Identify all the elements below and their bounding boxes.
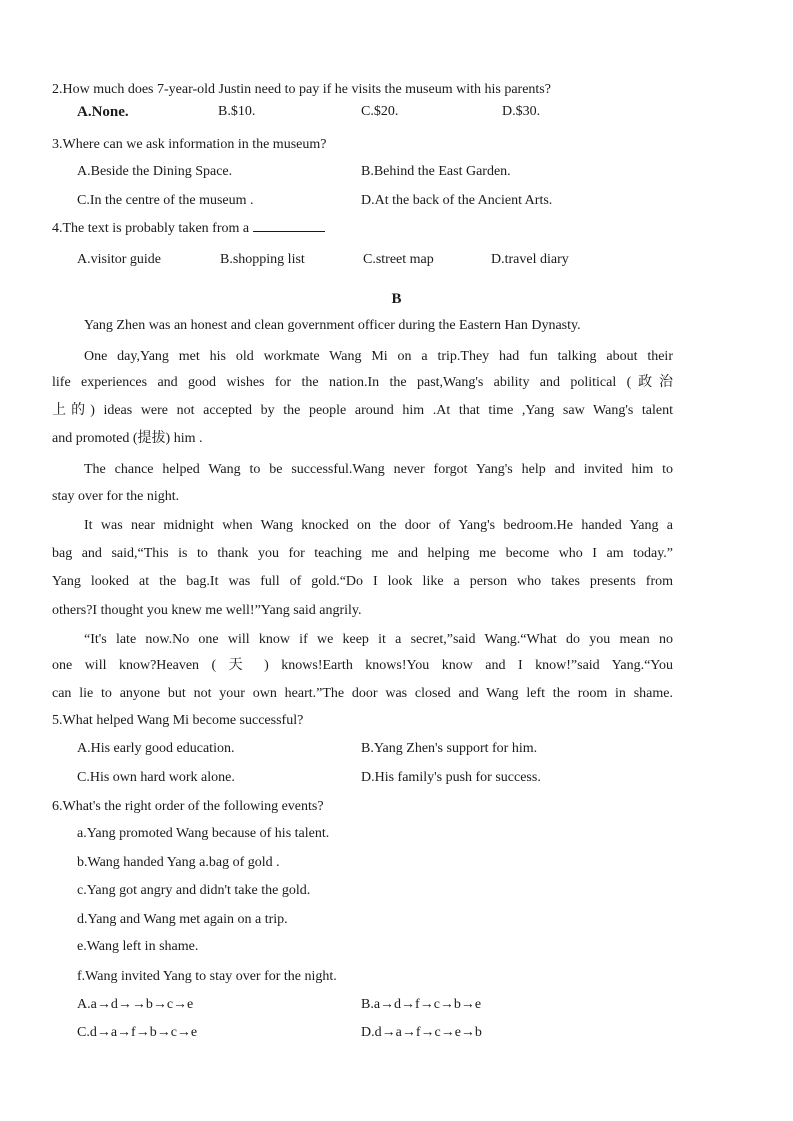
event-item-c: c.Yang got angry and didn't take the gold. (77, 883, 311, 898)
passage-line: can lie to anyone but not your own heart.”The door was closed and Wang left the room in shame. (52, 686, 673, 701)
question-3-option-c: C.In the centre of the museum . (77, 193, 254, 208)
passage-line: One day,Yang met his old workmate Wang Mi on a trip.They had fun talking about their (84, 349, 673, 364)
question-5-option-d: D.His family's push for success. (361, 770, 541, 785)
passage-line: “It's late now.No one will know if we keep it a secret,”said Wang.“What do you mean no (84, 632, 673, 647)
question-4-option-b: B.shopping list (220, 252, 305, 267)
event-item-a: a.Yang promoted Wang because of his talent. (77, 826, 330, 841)
question-5-option-c: C.His own hard work alone. (77, 770, 235, 785)
passage-line: stay over for the night. (52, 489, 180, 504)
question-4-stem-text: 4.The text is probably taken from a (52, 221, 250, 236)
question-4-option-d: D.travel diary (491, 252, 569, 267)
passage-line: life experiences and good wishes for the nation.In the past,Wang's ability and political (政治 (52, 375, 673, 390)
question-3-option-a: A.Beside the Dining Space. (77, 164, 233, 179)
question-2-option-d: D.$30. (502, 104, 541, 119)
question-4-option-c: C.street map (363, 252, 434, 267)
passage-line: and promoted (提拔) him . (52, 431, 203, 446)
question-6-option-c: C.d→a→f→b→c→e (77, 1025, 198, 1040)
question-5-option-a: A.His early good education. (77, 741, 235, 756)
event-item-b: b.Wang handed Yang a.bag of gold . (77, 855, 280, 870)
question-2-option-a: A.None. (77, 104, 129, 120)
event-item-f: f.Wang invited Yang to stay over for the night. (77, 969, 337, 984)
question-3-option-b: B.Behind the East Garden. (361, 164, 511, 179)
passage-line: 上的) ideas were not accepted by the people around him .At that time ,Yang saw Wang's talent (52, 403, 673, 418)
passage-line: The chance helped Wang to be successful.Wang never forgot Yang's help and invited him to (84, 462, 673, 477)
answer-blank (253, 219, 325, 232)
passage-paragraph-1: Yang Zhen was an honest and clean government officer during the Eastern Han Dynasty. (84, 318, 581, 333)
passage-line: others?I thought you knew me well!”Yang said angrily. (52, 603, 362, 618)
question-5-option-b: B.Yang Zhen's support for him. (361, 741, 538, 756)
passage-line: one will know?Heaven ( 天 ) knows!Earth knows!You know and I know!”said Yang.“You (52, 658, 673, 673)
question-2-option-c: C.$20. (361, 104, 399, 119)
question-2-stem: 2.How much does 7-year-old Justin need to pay if he visits the museum with his parents? (52, 82, 551, 97)
question-6-option-d: D.d→a→f→c→e→b (361, 1025, 482, 1040)
question-6-option-b: B.a→d→f→c→b→e (361, 997, 482, 1012)
question-5-stem: 5.What helped Wang Mi become successful? (52, 713, 304, 728)
passage-line: It was near midnight when Wang knocked on the door of Yang's bedroom.He handed Yang a (84, 518, 673, 533)
question-3-stem: 3.Where can we ask information in the museum? (52, 137, 327, 152)
question-3-option-d: D.At the back of the Ancient Arts. (361, 193, 553, 208)
question-4-option-a: A.visitor guide (77, 252, 161, 267)
passage-line: Yang looked at the bag.It was full of gold.“Do I look like a person who takes presents from (52, 574, 673, 589)
event-item-e: e.Wang left in shame. (77, 939, 199, 954)
question-4-stem (52, 219, 325, 238)
section-heading: B (391, 291, 402, 307)
passage-line: bag and said,“This is to thank you for teaching me and helping me become who I am today.” (52, 546, 673, 561)
question-6-stem: 6.What's the right order of the following events? (52, 799, 324, 814)
question-6-option-a: A.a→d→→b→c→e (77, 997, 194, 1012)
question-2-option-b: B.$10. (218, 104, 256, 119)
event-item-d: d.Yang and Wang met again on a trip. (77, 912, 288, 927)
